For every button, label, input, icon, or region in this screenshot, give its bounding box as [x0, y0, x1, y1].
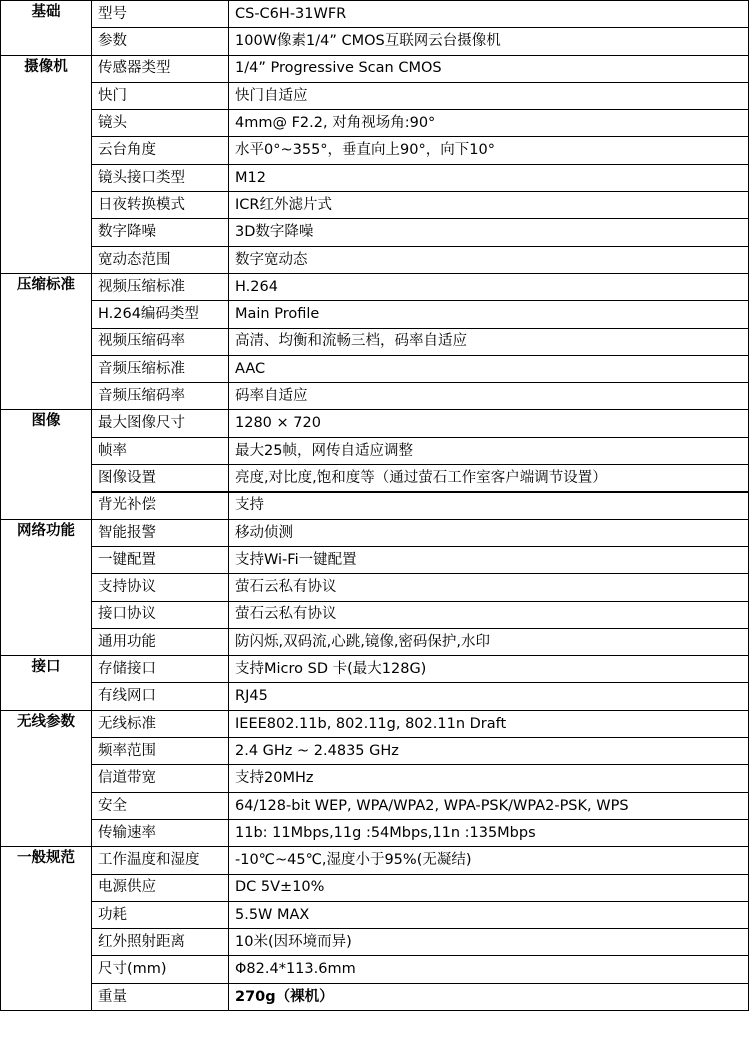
table-row	[1, 656, 749, 683]
parameter-cell: 帧率	[92, 437, 229, 464]
value-cell: 最大25帧，网传自适应调整	[229, 437, 749, 464]
parameter-cell: 频率范围	[92, 738, 229, 765]
parameter-cell: 尺寸(mm)	[92, 956, 229, 983]
table-row	[1, 519, 749, 546]
category-cell	[1, 301, 92, 328]
category-cell	[1, 956, 92, 983]
category-cell	[1, 383, 92, 410]
table-row	[1, 328, 749, 355]
parameter-cell: 智能报警	[92, 519, 229, 546]
category-cell	[1, 328, 92, 355]
table-row	[1, 710, 749, 737]
table-row	[1, 273, 749, 300]
category-cell	[1, 738, 92, 765]
table-row	[1, 929, 749, 956]
table-row	[1, 383, 749, 410]
value-cell: AAC	[229, 355, 749, 382]
parameter-cell: 无线标准	[92, 710, 229, 737]
category-cell	[1, 82, 92, 109]
category-cell	[1, 137, 92, 164]
value-cell: 水平0°~355°，垂直向上90°，向下10°	[229, 137, 749, 164]
value-cell: 4mm@ F2.2, 对角视场角:90°	[229, 110, 749, 137]
value-cell: 1/4” Progressive Scan CMOS	[229, 55, 749, 82]
value-cell: 快门自适应	[229, 82, 749, 109]
parameter-cell: 型号	[92, 1, 229, 28]
category-cell	[1, 219, 92, 246]
value-cell: 64/128-bit WEP, WPA/WPA2, WPA-PSK/WPA2-PSK, WPS	[229, 792, 749, 819]
category-cell: 网络功能	[1, 519, 92, 546]
table-row	[1, 546, 749, 573]
category-cell	[1, 28, 92, 55]
table-row	[1, 601, 749, 628]
table-row	[1, 437, 749, 464]
value-cell: 270g（裸机）	[229, 983, 749, 1010]
table-row	[1, 874, 749, 901]
table-row	[1, 628, 749, 655]
value-cell: 数字宽动态	[229, 246, 749, 273]
parameter-cell: 安全	[92, 792, 229, 819]
table-row	[1, 983, 749, 1010]
category-cell: 基础	[1, 1, 92, 28]
category-cell	[1, 874, 92, 901]
parameter-cell: 音频压缩码率	[92, 383, 229, 410]
parameter-cell: 电源供应	[92, 874, 229, 901]
table-row	[1, 492, 749, 519]
value-cell: 100W像素1/4” CMOS互联网云台摄像机	[229, 28, 749, 55]
category-cell	[1, 355, 92, 382]
parameter-cell: 有线网口	[92, 683, 229, 710]
value-cell: 1280 × 720	[229, 410, 749, 437]
parameter-cell: 宽动态范围	[92, 246, 229, 273]
table-row	[1, 355, 749, 382]
parameter-cell: 存储接口	[92, 656, 229, 683]
value-cell: 5.5W MAX	[229, 901, 749, 928]
category-cell: 无线参数	[1, 710, 92, 737]
table-row	[1, 683, 749, 710]
parameter-cell: 视频压缩标准	[92, 273, 229, 300]
value-cell: H.264	[229, 273, 749, 300]
table-row	[1, 410, 749, 437]
value-cell: 亮度,对比度,饱和度等（通过萤石工作室客户端调节设置）	[229, 465, 749, 492]
value-cell: 移动侦测	[229, 519, 749, 546]
category-cell: 图像	[1, 410, 92, 437]
category-cell	[1, 574, 92, 601]
category-cell	[1, 628, 92, 655]
parameter-cell: 音频压缩标准	[92, 355, 229, 382]
table-row	[1, 192, 749, 219]
parameter-cell: 快门	[92, 82, 229, 109]
parameter-cell: 重量	[92, 983, 229, 1010]
parameter-cell: 参数	[92, 28, 229, 55]
parameter-cell: 视频压缩码率	[92, 328, 229, 355]
category-cell	[1, 792, 92, 819]
spec-table-body	[1, 1, 749, 1011]
table-row	[1, 82, 749, 109]
value-cell: DC 5V±10%	[229, 874, 749, 901]
parameter-cell: H.264编码类型	[92, 301, 229, 328]
value-cell: 支持	[229, 492, 749, 519]
category-cell	[1, 546, 92, 573]
table-row	[1, 574, 749, 601]
value-cell: 萤石云私有协议	[229, 574, 749, 601]
category-cell: 一般规范	[1, 847, 92, 874]
category-cell	[1, 819, 92, 846]
value-cell: 10米(因环境而异)	[229, 929, 749, 956]
value-cell: CS-C6H-31WFR	[229, 1, 749, 28]
value-cell: 高清、均衡和流畅三档，码率自适应	[229, 328, 749, 355]
value-cell: 码率自适应	[229, 383, 749, 410]
parameter-cell: 镜头	[92, 110, 229, 137]
table-row	[1, 792, 749, 819]
value-cell: Main Profile	[229, 301, 749, 328]
value-cell: 支持Micro SD 卡(最大128G)	[229, 656, 749, 683]
value-cell: M12	[229, 164, 749, 191]
category-cell: 摄像机	[1, 55, 92, 82]
parameter-cell: 数字降噪	[92, 219, 229, 246]
table-row	[1, 956, 749, 983]
category-cell	[1, 492, 92, 519]
value-cell: IEEE802.11b, 802.11g, 802.11n Draft	[229, 710, 749, 737]
table-row	[1, 819, 749, 846]
parameter-cell: 最大图像尺寸	[92, 410, 229, 437]
value-cell: 11b: 11Mbps,11g :54Mbps,11n :135Mbps	[229, 819, 749, 846]
table-row	[1, 246, 749, 273]
category-cell	[1, 192, 92, 219]
table-row	[1, 847, 749, 874]
table-row	[1, 137, 749, 164]
value-cell: ICR红外滤片式	[229, 192, 749, 219]
category-cell: 压缩标准	[1, 273, 92, 300]
parameter-cell: 红外照射距离	[92, 929, 229, 956]
category-cell	[1, 110, 92, 137]
table-row	[1, 219, 749, 246]
category-cell	[1, 765, 92, 792]
parameter-cell: 背光补偿	[92, 492, 229, 519]
value-cell: -10℃~45℃,湿度小于95%(无凝结)	[229, 847, 749, 874]
value-cell: 支持20MHz	[229, 765, 749, 792]
parameter-cell: 工作温度和湿度	[92, 847, 229, 874]
category-cell	[1, 929, 92, 956]
category-cell: 接口	[1, 656, 92, 683]
table-row	[1, 901, 749, 928]
table-row	[1, 465, 749, 492]
value-cell: 防闪烁,双码流,心跳,镜像,密码保护,水印	[229, 628, 749, 655]
parameter-cell: 图像设置	[92, 465, 229, 492]
value-cell: RJ45	[229, 683, 749, 710]
value-cell: 2.4 GHz ~ 2.4835 GHz	[229, 738, 749, 765]
table-row	[1, 738, 749, 765]
value-cell: 支持Wi-Fi一键配置	[229, 546, 749, 573]
table-row	[1, 55, 749, 82]
parameter-cell: 支持协议	[92, 574, 229, 601]
table-row	[1, 110, 749, 137]
table-row	[1, 301, 749, 328]
table-row	[1, 28, 749, 55]
parameter-cell: 日夜转换模式	[92, 192, 229, 219]
category-cell	[1, 983, 92, 1010]
category-cell	[1, 465, 92, 492]
category-cell	[1, 437, 92, 464]
category-cell	[1, 683, 92, 710]
parameter-cell: 镜头接口类型	[92, 164, 229, 191]
parameter-cell: 接口协议	[92, 601, 229, 628]
category-cell	[1, 164, 92, 191]
parameter-cell: 信道带宽	[92, 765, 229, 792]
parameter-cell: 传感器类型	[92, 55, 229, 82]
category-cell	[1, 901, 92, 928]
parameter-cell: 云台角度	[92, 137, 229, 164]
parameter-cell: 一键配置	[92, 546, 229, 573]
category-cell	[1, 246, 92, 273]
table-row	[1, 164, 749, 191]
parameter-cell: 功耗	[92, 901, 229, 928]
category-cell	[1, 601, 92, 628]
value-cell: 3D数字降噪	[229, 219, 749, 246]
parameter-cell: 通用功能	[92, 628, 229, 655]
table-row	[1, 765, 749, 792]
table-row	[1, 1, 749, 28]
value-cell: Φ82.4*113.6mm	[229, 956, 749, 983]
value-cell: 萤石云私有协议	[229, 601, 749, 628]
parameter-cell: 传输速率	[92, 819, 229, 846]
